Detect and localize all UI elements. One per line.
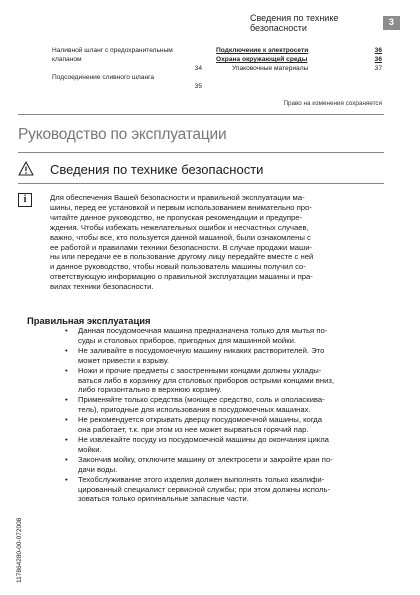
list-item (65, 475, 385, 505)
text-line: • Ножи и прочие предметы с заостренными концами должны уклады- (78, 365, 322, 375)
toc-entry[interactable] (216, 55, 382, 64)
text-line: ждения. Чтобы избежать нежелательных ошибок и несчастных случаев, (50, 222, 309, 232)
toc-entry[interactable] (52, 46, 202, 73)
text-line: зоваться только оригинальные запасные части. (78, 494, 249, 504)
toc-entry-text: Подсоединение сливного шланга (52, 74, 155, 81)
text-line: важно, чтобы все, кто пользуется данной машиной, были ознакомлены с (50, 232, 311, 242)
safety-list (65, 326, 385, 504)
divider (18, 114, 384, 115)
header-title: Сведения по технике безопасности (250, 13, 339, 33)
text-line: • Не заливайте в посудомоечную машину никаких растворителей. Это (78, 345, 325, 355)
toc-left-column (52, 46, 202, 91)
text-line: • Закончив мойку, отключите машину от электросети и закройте кран по- (78, 454, 333, 464)
page-number-badge: 3 (383, 16, 400, 30)
toc-entry[interactable] (216, 64, 382, 73)
list-item (65, 366, 385, 396)
text-line: вилах техники безопасности. (50, 282, 154, 292)
page-title: Руководство по эксплуатации (18, 126, 227, 143)
list-item (65, 455, 385, 475)
text-line: суды и столовых приборов, пригодных для машинной мойки. (78, 335, 296, 345)
text-line: ны или передачи ее в пользование другому лицу передайте вместе с ней (50, 252, 314, 262)
toc-entry-text: Подключение к электросети (216, 47, 309, 54)
text-line: дачи воды. (78, 464, 118, 474)
warning-triangle-icon (18, 161, 34, 176)
text-line: Для обеспечения Вашей безопасности и правильной эксплуатации ма- (50, 193, 305, 202)
text-line: • Не извлекайте посуду из посудомоечной машины до окончания цикла (78, 434, 329, 444)
text-line: она работает, т.к. при этом из нее может вырваться горячий пар. (78, 425, 309, 435)
toc-entry[interactable] (216, 46, 382, 55)
divider (18, 183, 384, 184)
subsection-title: Правильная эксплуатация (27, 315, 151, 326)
list-item (65, 326, 385, 346)
page-header (250, 13, 400, 33)
text-line: • Применяйте только средства (моющее средство, соль и ополаскива- (78, 395, 325, 405)
text-line: цированный специалист сервисной службы; при этом должны исполь- (78, 484, 331, 494)
list-item (65, 395, 385, 415)
list-item (65, 346, 385, 366)
text-line: и данное руководство, чтобы новый пользователь машины получил со- (50, 262, 306, 272)
toc-entry-page: 37 (374, 65, 382, 72)
text-line: • Не рекомендуется открывать дверцу посудомоечной машины, когда (78, 415, 323, 425)
list-item (65, 435, 385, 455)
info-icon: i (18, 193, 32, 207)
document-code: 117864280-00-072008 (16, 517, 23, 583)
toc-entry-text: Наливной шланг с предохранительным клапаном (52, 47, 173, 63)
section-title: Сведения по технике безопасности (50, 162, 264, 177)
text-line: ее работой и правилами техники безопасности. В случае продажи маши- (50, 242, 313, 252)
toc-entry-text: Охрана окружающей среды (216, 56, 308, 63)
rights-note: Право на изменения сохраняется (283, 100, 382, 107)
text-line: либо горизонтально в верхнюю корзину. (78, 385, 222, 395)
toc-right-column (216, 46, 382, 73)
toc-entry-page: 36 (374, 56, 382, 63)
list-item (65, 415, 385, 435)
toc-entry-text: Упаковочные материалы (232, 65, 309, 72)
intro-paragraph (50, 193, 386, 292)
text-line: • Техобслуживание этого изделия должен выполнять только квалифи- (78, 474, 325, 484)
text-line: мойки. (78, 444, 102, 454)
toc-entry-page: 35 (194, 83, 202, 90)
text-line: • Данная посудомоечная машина предназначена только для мытья по- (78, 326, 328, 335)
text-line: ваться либо в корзинку для столовых приборов острыми концами вниз, (78, 375, 335, 385)
divider (18, 152, 384, 153)
text-line: может привести к взрыву. (78, 355, 170, 365)
toc-entry-page: 34 (194, 65, 202, 72)
toc-entry-page: 36 (374, 47, 382, 54)
text-line: тель), пригодные для использования в посудомоечных машинах. (78, 405, 311, 415)
text-line: ответствующую информацию о правильной эксплуатации машины и пра- (50, 272, 313, 282)
toc-entry[interactable] (52, 73, 202, 91)
text-line: читайте данное руководство, не пропуская рекомендации и предупре- (50, 212, 303, 222)
text-line: шины, перед ее установкой и первым использованием внимательно про- (50, 202, 312, 212)
